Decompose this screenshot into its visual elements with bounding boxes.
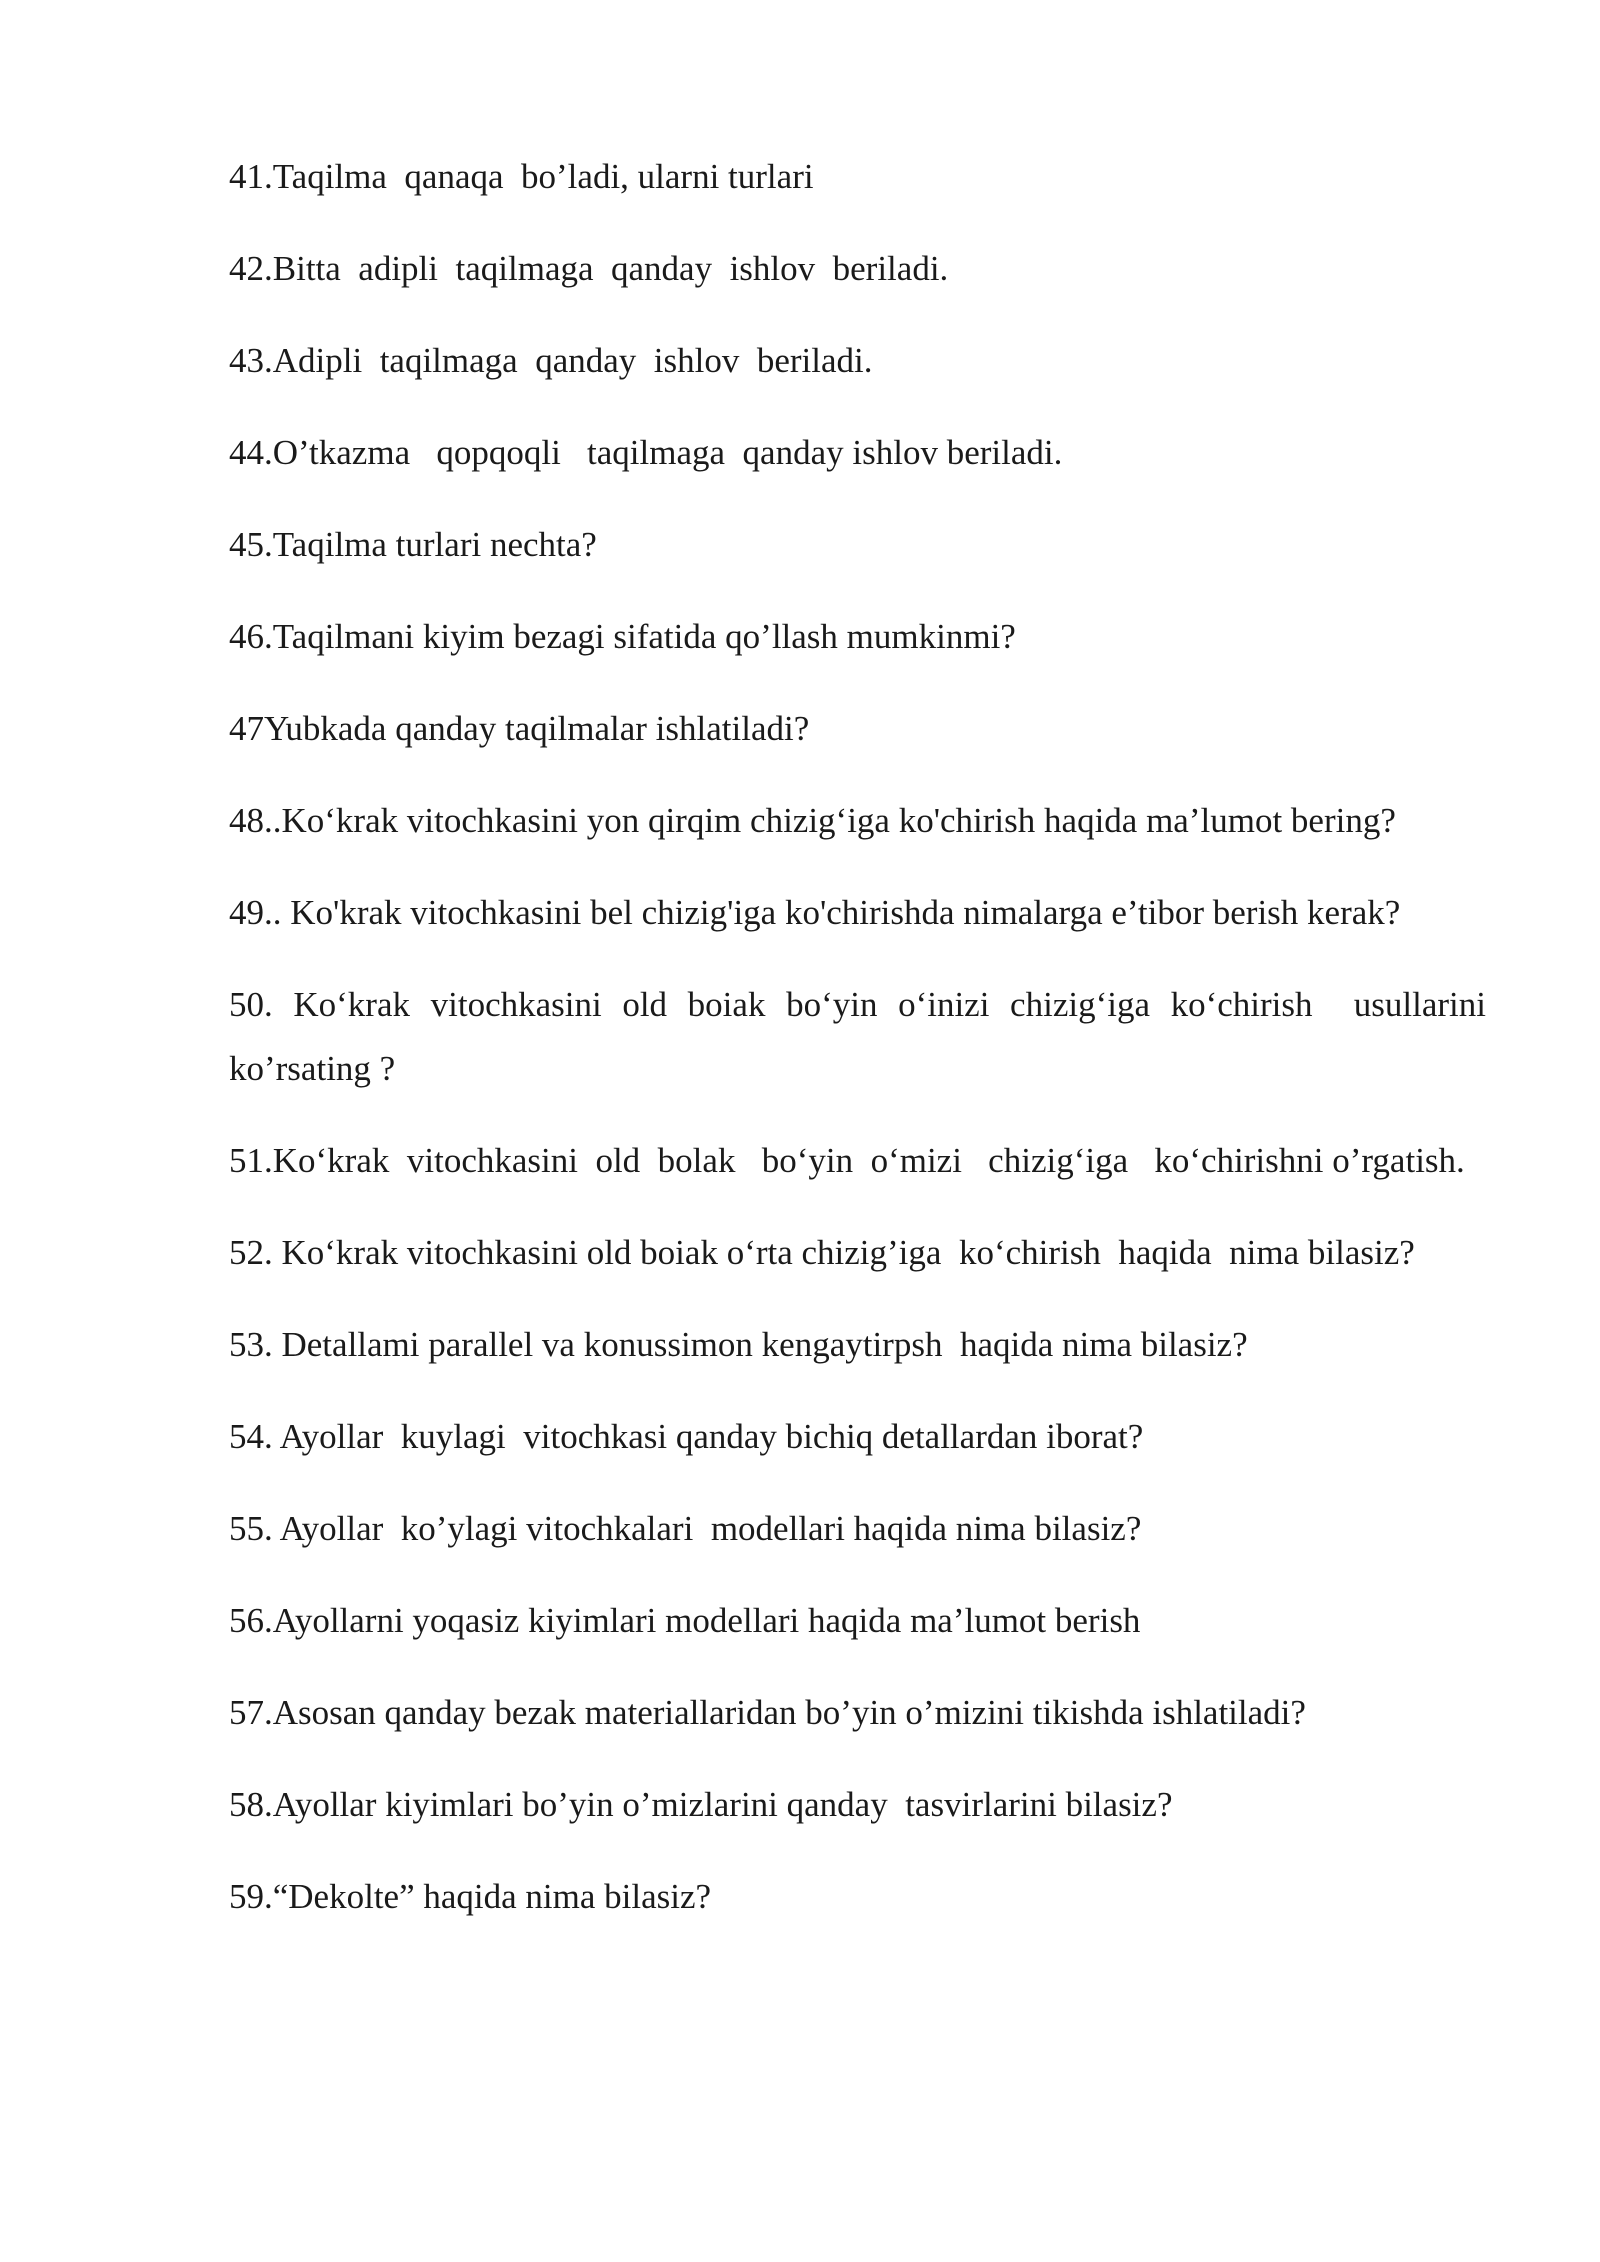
question-46: 46.Taqilmani kiyim bezagi sifatida qo’llash mumkinmi? (229, 617, 1016, 656)
question-53: 53. Detallami parallel va konussimon kengaytirpsh haqida nima bilasiz? (229, 1325, 1248, 1364)
question-43: 43.Adipli taqilmaga qanday ishlov beriladi. (229, 341, 873, 380)
question-47: 47Yubkada qanday taqilmalar ishlatiladi? (229, 709, 810, 748)
question-57: 57.Asosan qanday bezak materiallaridan bo’yin o’mizini tikishda ishlatiladi? (229, 1693, 1306, 1732)
question-44: 44.O’tkazma qopqoqli taqilmaga qanday ishlov beriladi. (229, 433, 1063, 472)
question-49: 49.. Ko'krak vitochkasini bel chizig'iga ko'chirishda nimalarga e’tibor berish kerak? (229, 893, 1401, 932)
question-48: 48..Ko‘krak vitochkasini yon qirqim chizig‘iga ko'chirish haqida ma’lumot bering? (229, 801, 1396, 840)
question-list (229, 145, 1495, 1957)
question-51: 51.Ko‘krak vitochkasini old bolak bo‘yin o‘mizi chizig‘iga ko‘chirishni o’rgatish. (229, 1141, 1465, 1180)
question-54: 54. Ayollar kuylagi vitochkasi qanday bichiq detallardan iborat? (229, 1417, 1144, 1456)
question-41: 41.Taqilma qanaqa bo’ladi, ularni turlari (229, 157, 814, 196)
question-45: 45.Taqilma turlari nechta? (229, 525, 597, 564)
question-55: 55. Ayollar ko’ylagi vitochkalari modellari haqida nima bilasiz? (229, 1509, 1142, 1548)
question-58: 58.Ayollar kiyimlari bo’yin o’mizlarini qanday tasvirlarini bilasiz? (229, 1785, 1173, 1824)
question-59: 59.“Dekolte” haqida nima bilasiz? (229, 1877, 712, 1916)
question-52: 52. Ko‘krak vitochkasini old boiak o‘rta chizig’iga ko‘chirish haqida nima bilasiz? (229, 1233, 1415, 1272)
question-56: 56.Ayollarni yoqasiz kiyimlari modellari haqida ma’lumot berish (229, 1601, 1141, 1640)
question-42: 42.Bitta adipli taqilmaga qanday ishlov beriladi. (229, 249, 949, 288)
question-50: 50. Ko‘krak vitochkasini old boiak bo‘yin o‘inizi chizig‘iga ko‘chirish usullarini ko’rsating ? (229, 985, 1495, 1088)
